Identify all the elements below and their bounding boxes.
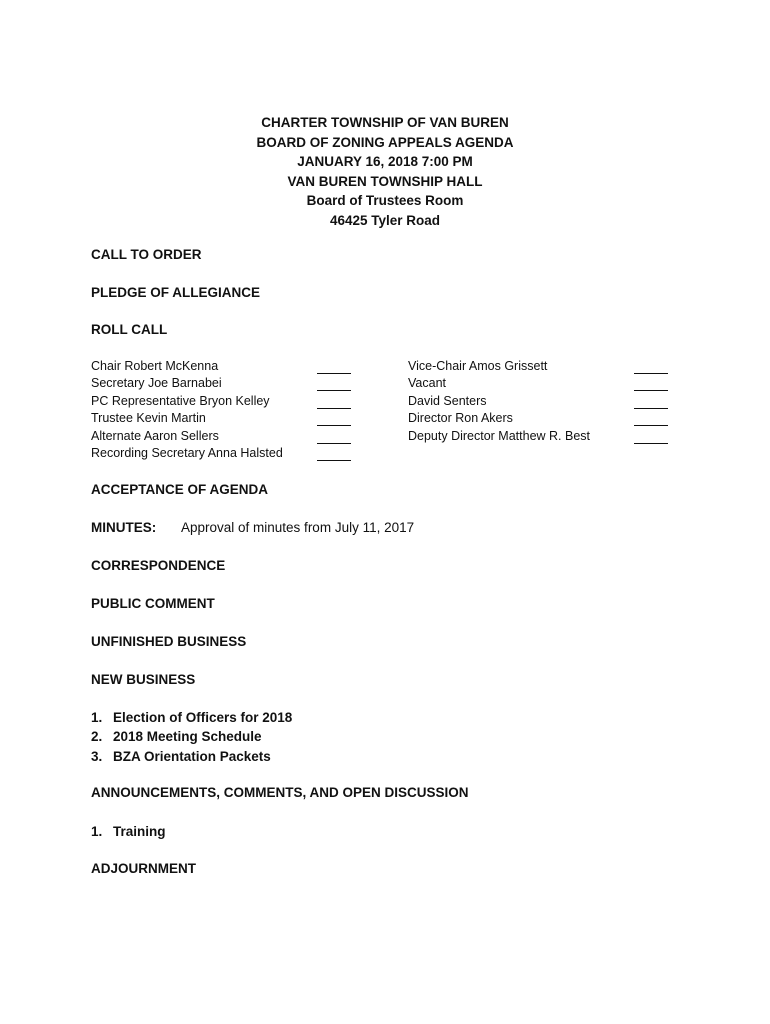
roll-call-name: Recording Secretary Anna Halsted (91, 446, 283, 461)
heading-adjournment: ADJOURNMENT (91, 861, 197, 876)
roll-call-left-list (91, 358, 283, 462)
minutes-text: Approval of minutes from July 11, 2017 (181, 520, 415, 535)
roll-call-name: David Senters (408, 393, 487, 408)
new-business-list (91, 708, 292, 766)
heading-unfinished-business: UNFINISHED BUSINESS (91, 634, 247, 649)
roll-call-name: PC Representative Bryon Kelley (91, 393, 270, 408)
heading-acceptance-of-agenda: ACCEPTANCE OF AGENDA (91, 482, 269, 497)
attendance-blank (634, 408, 668, 409)
attendance-blank (634, 390, 668, 391)
header-line-township: CHARTER TOWNSHIP OF VAN BUREN (261, 115, 509, 130)
list-item: 2. 2018 Meeting Schedule (91, 729, 262, 745)
attendance-blank (317, 390, 351, 391)
heading-public-comment: PUBLIC COMMENT (91, 596, 215, 611)
list-item: 1. Election of Officers for 2018 (91, 710, 293, 725)
roll-call-name: Secretary Joe Barnabei (91, 376, 222, 391)
attendance-blank (634, 443, 668, 444)
roll-call-name: Director Ron Akers (408, 411, 513, 426)
announcements-list (91, 822, 166, 841)
attendance-blank (317, 425, 351, 426)
heading-new-business: NEW BUSINESS (91, 672, 196, 687)
header-line-address: 46425 Tyler Road (329, 212, 441, 228)
heading-roll-call: ROLL CALL (91, 322, 168, 337)
heading-call-to-order: CALL TO ORDER (91, 247, 202, 262)
header-line-date: JANUARY 16, 2018 7:00 PM (297, 154, 473, 169)
roll-call-name: Chair Robert McKenna (91, 359, 219, 373)
roll-call-name: Vice-Chair Amos Grissett (408, 359, 548, 373)
roll-call-name: Deputy Director Matthew R. Best (408, 428, 591, 443)
document-header (0, 113, 770, 230)
attendance-blank (317, 373, 351, 374)
roll-call-right-list (408, 358, 590, 445)
roll-call-name: Alternate Aaron Sellers (91, 428, 219, 443)
heading-correspondence: CORRESPONDENCE (91, 558, 226, 573)
roll-call-name: Vacant (408, 376, 446, 391)
minutes-label: MINUTES: (91, 520, 157, 535)
header-line-hall: VAN BUREN TOWNSHIP HALL (287, 173, 483, 189)
list-item: 1. Training (91, 824, 166, 839)
attendance-blank (634, 373, 668, 374)
attendance-blank (634, 425, 668, 426)
heading-announcements: ANNOUNCEMENTS, COMMENTS, AND OPEN DISCUSSION (91, 785, 469, 800)
attendance-blank (317, 443, 351, 444)
attendance-blank (317, 408, 351, 409)
header-line-room: Board of Trustees Room (306, 193, 464, 208)
header-line-board: BOARD OF ZONING APPEALS AGENDA (256, 134, 514, 150)
list-item: 3. BZA Orientation Packets (91, 748, 271, 764)
roll-call-name: Trustee Kevin Martin (91, 411, 206, 426)
heading-pledge: PLEDGE OF ALLEGIANCE (91, 285, 261, 300)
attendance-blank (317, 460, 351, 461)
